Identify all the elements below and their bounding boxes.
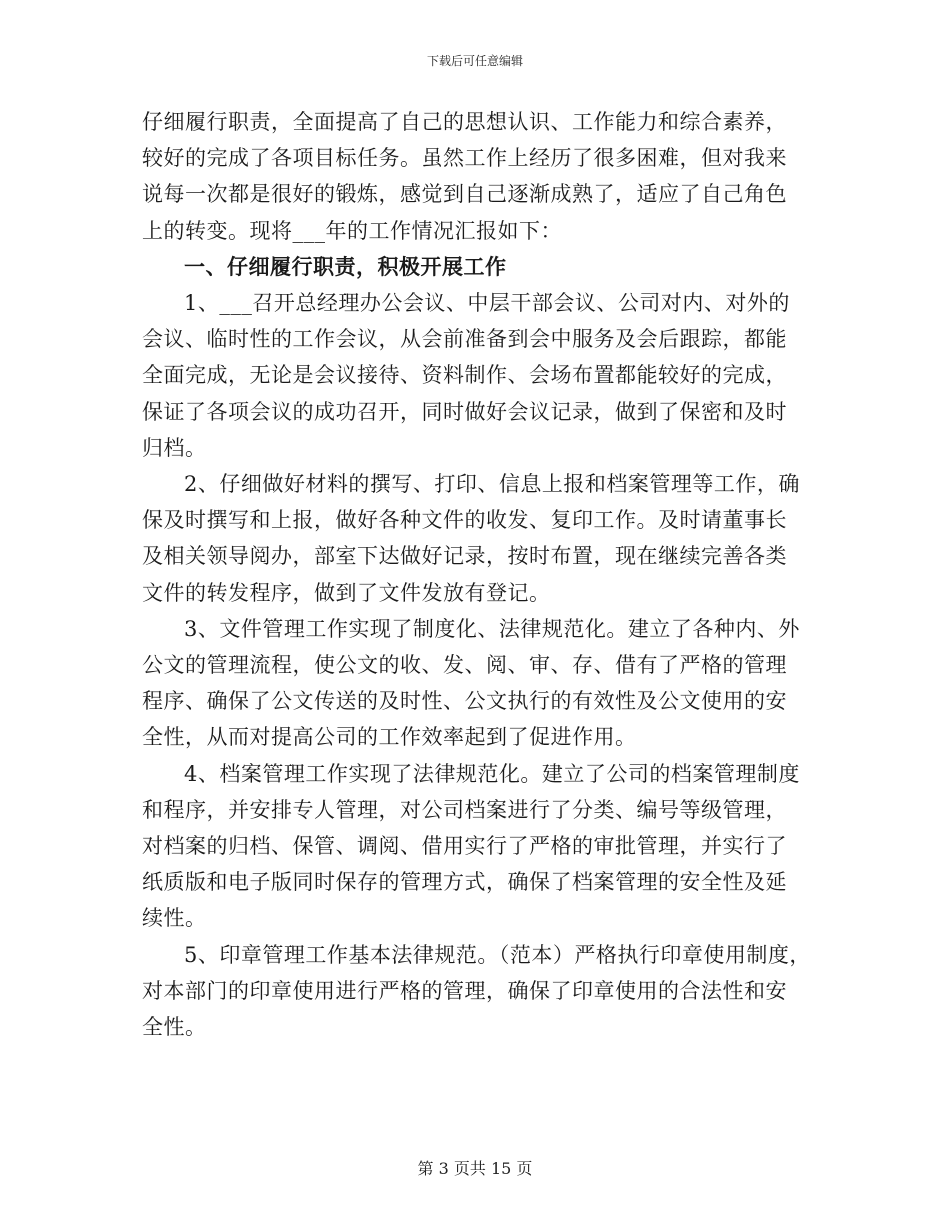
- section-heading: 一、仔细履行职责，积极开展工作: [184, 253, 507, 279]
- item-paragraph-3: [142, 611, 822, 756]
- text-line: 对档案的归档、保管、调阅、借用实行了严格的审批管理，并实行了: [142, 834, 787, 859]
- text-line: 仔细履行职责，全面提高了自己的思想认识、工作能力和综合素养，: [142, 110, 787, 134]
- page-footer: 第 3 页共 15 页: [417, 1159, 533, 1178]
- text-line: 全性，从而对提高公司的工作效率起到了促进作用。: [142, 725, 637, 750]
- item-paragraph-1: [142, 285, 822, 466]
- item-paragraph-2: [142, 466, 822, 611]
- text-line: 全性。: [142, 1015, 207, 1040]
- page-header: 下载后可任意编辑: [426, 54, 523, 68]
- text-line: 1、___召开总经理办公会议、中层干部会议、公司对内、对外的: [184, 291, 790, 316]
- text-line: 2、仔细做好材料的撰写、打印、信息上报和档案管理等工作，确: [184, 472, 800, 497]
- text-line: 及相关领导阅办，部室下达做好记录，按时布置，现在继续完善各类: [142, 544, 787, 569]
- text-line: 说每一次都是很好的锻炼，感觉到自己逐渐成熟了，适应了自己角色: [142, 182, 787, 207]
- text-line: 较好的完成了各项目标任务。虽然工作上经历了很多困难，但对我来: [142, 146, 787, 171]
- text-line: 会议、临时性的工作会议，从会前准备到会中服务及会后跟踪，都能: [142, 327, 787, 352]
- text-line: 续性。: [142, 906, 207, 931]
- text-line: 上的转变。现将___年的工作情况汇报如下：: [142, 218, 562, 243]
- text-line: 对本部门的印章使用进行严格的管理，确保了印章使用的合法性和安: [142, 978, 787, 1003]
- text-line: 保及时撰写和上报，做好各种文件的收发、复印工作。及时请董事长: [142, 508, 787, 533]
- document-body: [142, 104, 822, 1045]
- item-paragraph-4: [142, 756, 822, 937]
- text-line: 5、印章管理工作基本法律规范。（范本）严格执行印章使用制度，: [184, 942, 811, 967]
- item-paragraph-5: [142, 937, 822, 1046]
- text-line: 文件的转发程序，做到了文件发放有登记。: [142, 580, 551, 605]
- text-line: 归档。: [142, 435, 207, 460]
- text-line: 4、档案管理工作实现了法律规范化。建立了公司的档案管理制度: [184, 761, 800, 786]
- text-line: 和程序，并安排专人管理，对公司档案进行了分类、编号等级管理，: [142, 797, 787, 822]
- intro-paragraph: [142, 104, 822, 249]
- text-line: 3、文件管理工作实现了制度化、法律规范化。建立了各种内、外: [184, 616, 800, 641]
- text-line: 程序、确保了公文传送的及时性、公文执行的有效性及公文使用的安: [142, 689, 787, 714]
- text-line: 公文的管理流程，使公文的收、发、阅、审、存、借有了严格的管理: [142, 653, 787, 678]
- text-line: 保证了各项会议的成功召开，同时做好会议记录，做到了保密和及时: [142, 399, 787, 424]
- text-line: 纸质版和电子版同时保存的管理方式，确保了档案管理的安全性及延: [142, 870, 787, 895]
- text-line: 全面完成，无论是会议接待、资料制作、会场布置都能较好的完成，: [142, 363, 787, 388]
